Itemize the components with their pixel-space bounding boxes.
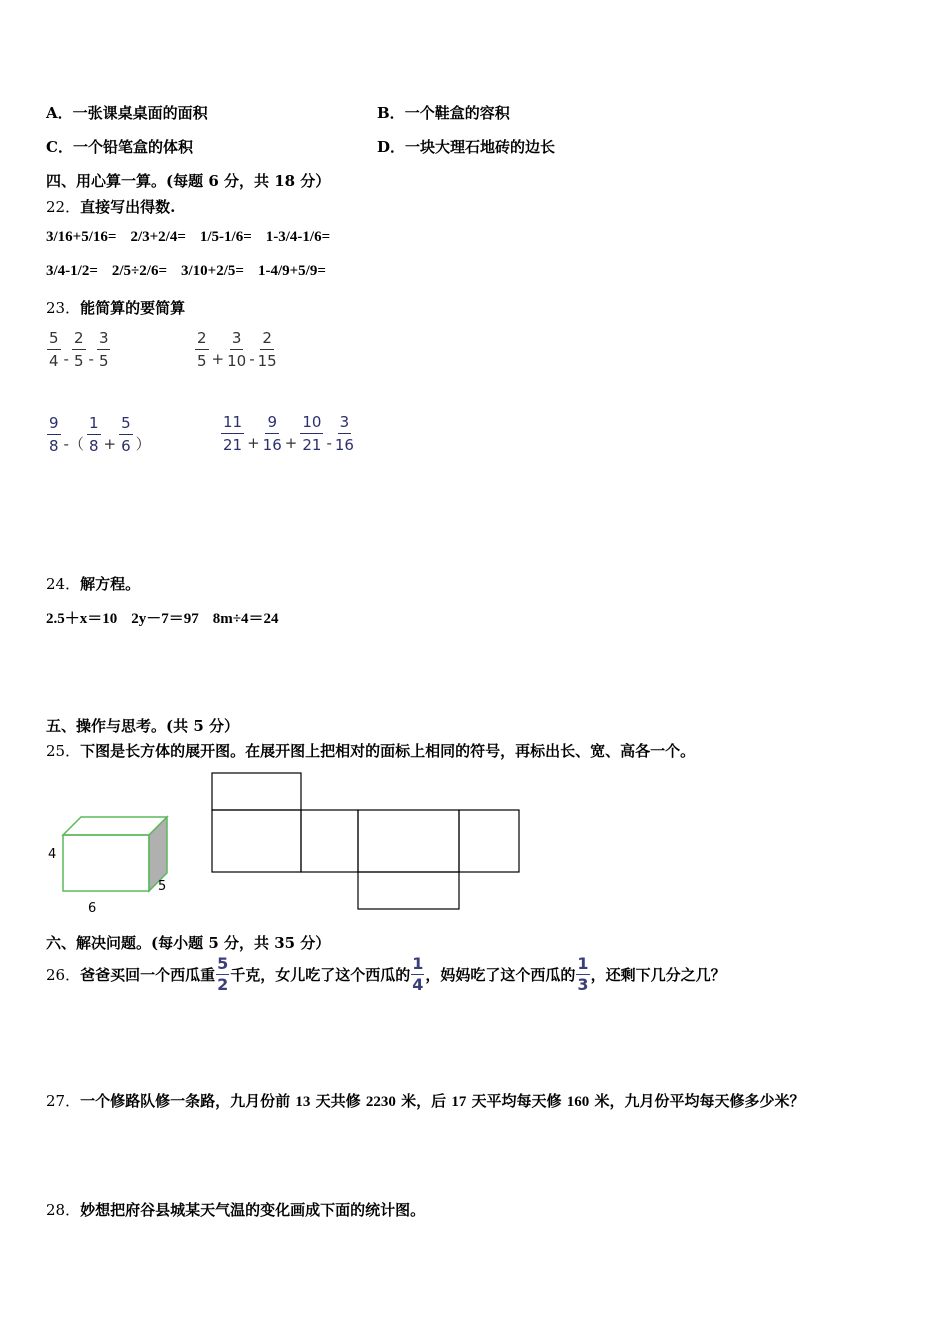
q24-heading (46, 573, 140, 594)
fraction: $\frac{2}{5}$ (197, 329, 207, 370)
q26-number: 26． (46, 966, 81, 984)
q22-item: 1-3/4-1/6= (265, 229, 331, 245)
cuboid-figure (40, 805, 180, 920)
net-face-bottom[interactable] (358, 872, 459, 909)
net-face-middle-narrow[interactable] (301, 810, 358, 872)
cuboid-net (205, 765, 530, 915)
depth-label: 5 (158, 879, 167, 894)
equation: 2.5＋x＝10 (46, 611, 118, 627)
option-c-text: 一个铅笔盒的体积 (72, 138, 193, 156)
q27-text: 天平均每天修 (471, 1092, 562, 1110)
fraction: $\frac{3}{16}$ (334, 413, 354, 454)
q27-text: 米，后 (401, 1092, 447, 1110)
q24-number: 24． (46, 575, 81, 593)
q27-text: 一个修路队修一条路，九月份前 (80, 1092, 291, 1110)
q27-text: 天共修 (315, 1092, 361, 1110)
q27-number: 27． (46, 1092, 81, 1110)
equation: 8m÷4＝24 (212, 611, 279, 627)
fraction: $\frac{1}{3}$ (577, 954, 589, 994)
fraction: $\frac{2}{15}$ (257, 329, 277, 370)
q23-expression-2: $\frac{2}{5}$ + $\frac{3}{10}$ - $\frac{2}{15}$ (197, 329, 277, 370)
option-a-text: 一张课桌桌面的面积 (72, 104, 208, 122)
q22-item: 3/4-1/2= (46, 263, 98, 279)
section-5-title: 五、操作与思考。(共 5 分） (46, 717, 239, 735)
q22-item: 2/5÷2/6= (111, 263, 168, 279)
q27 (46, 1090, 805, 1111)
q23-number: 23． (46, 299, 81, 317)
q22-item: 1/5-1/6= (199, 229, 252, 245)
fraction: $\frac{1}{4}$ (412, 954, 424, 994)
fraction: $\frac{9}{16}$ (262, 413, 282, 454)
q22-item: 1-4/9+5/9= (257, 263, 326, 279)
q28-text: 妙想把府谷县城某天气温的变化画成下面的统计图。 (80, 1201, 426, 1219)
fraction: $\frac{5}{6}$ (121, 413, 131, 455)
q22-item: 3/16+5/16= (46, 229, 117, 245)
option-a-letter: A． (46, 104, 73, 122)
option-d-letter: D． (377, 138, 406, 156)
q27-value: 13 (295, 1094, 311, 1110)
q22-item: 2/3+2/4= (130, 229, 186, 245)
q25-number: 25． (46, 742, 81, 760)
q27-value: 2230 (365, 1094, 396, 1110)
fraction: $\frac{5}{4}$ (49, 329, 59, 370)
fraction: $\frac{1}{8}$ (88, 413, 99, 455)
section-4-title: 四、用心算一算。(每题 6 分，共 18 分） (46, 172, 331, 190)
option-d-text: 一块大理石地砖的边长 (405, 138, 556, 156)
fraction: $\frac{3}{5}$ (98, 329, 109, 370)
q26-text-1: 爸爸买回一个西瓜重 (80, 966, 216, 984)
section-6-title: 六、解决问题。(每小题 5 分，共 35 分） (46, 934, 331, 952)
net-face-right[interactable] (459, 810, 519, 872)
option-b-text: 一个鞋盒的容积 (404, 104, 510, 122)
height-label: 4 (48, 847, 57, 862)
option-c-letter: C． (46, 138, 73, 156)
q23-text: 能简算的要简算 (80, 299, 186, 317)
q28 (46, 1199, 425, 1220)
fraction: $\frac{10}{21}$ (302, 413, 322, 454)
fraction: $\frac{3}{10}$ (227, 329, 247, 370)
q27-value: 160 (566, 1094, 590, 1110)
q22-number: 22． (46, 198, 81, 216)
q23-expression-3: $\frac{9}{8}$ -（ $\frac{1}{8}$ + $\frac{5}{6}$ ） (49, 413, 151, 455)
fraction: $\frac{2}{5}$ (73, 329, 84, 370)
cuboid-front-face (63, 835, 149, 891)
q22-heading (46, 196, 175, 217)
fraction: $\frac{11}{21}$ (223, 413, 243, 454)
fraction: $\frac{5}{2}$ (217, 954, 229, 994)
q23-expression-4: $\frac{11}{21}$ + $\frac{9}{16}$ + $\frac{10}{21}$ - $\frac{3}{16}$ (223, 413, 354, 454)
q22-row-1 (46, 229, 344, 246)
q22-item: 3/10+2/5= (181, 263, 244, 279)
option-c (46, 136, 193, 157)
q23-heading (46, 297, 185, 318)
q24-text: 解方程。 (80, 575, 141, 593)
q26-text-4: ，还剩下几分之几？ (590, 966, 726, 984)
q24-equations (46, 607, 293, 628)
q27-value: 17 (451, 1094, 467, 1110)
fraction: $\frac{9}{8}$ (49, 413, 59, 455)
net-face-top[interactable] (212, 773, 301, 810)
q25-text: 下图是长方体的展开图。在展开图上把相对的面标上相同的符号，再标出长、宽、高各一个。 (80, 742, 696, 760)
q28-number: 28． (46, 1201, 81, 1219)
width-label: 6 (88, 901, 97, 916)
q26 (46, 956, 726, 993)
q26-text-3: ，妈妈吃了这个西瓜的 (425, 966, 576, 984)
q27-text: 米，九月份平均每天修多少米？ (594, 1092, 805, 1110)
q23-expression-1: $\frac{5}{4}$ - $\frac{2}{5}$ - $\frac{3}{5}$ (49, 329, 109, 370)
q22-row-2 (46, 263, 340, 280)
option-d (377, 136, 555, 157)
q26-text-2: 千克，女儿吃了这个西瓜的 (230, 966, 411, 984)
q25-heading (46, 740, 695, 761)
option-b-letter: B． (377, 104, 405, 122)
net-face-middle-wide[interactable] (358, 810, 459, 872)
option-a (46, 102, 208, 123)
q22-text: 直接写出得数. (80, 198, 176, 216)
option-b (377, 102, 510, 123)
equation: 2y－7＝97 (131, 611, 199, 627)
net-face-left[interactable] (212, 810, 301, 872)
